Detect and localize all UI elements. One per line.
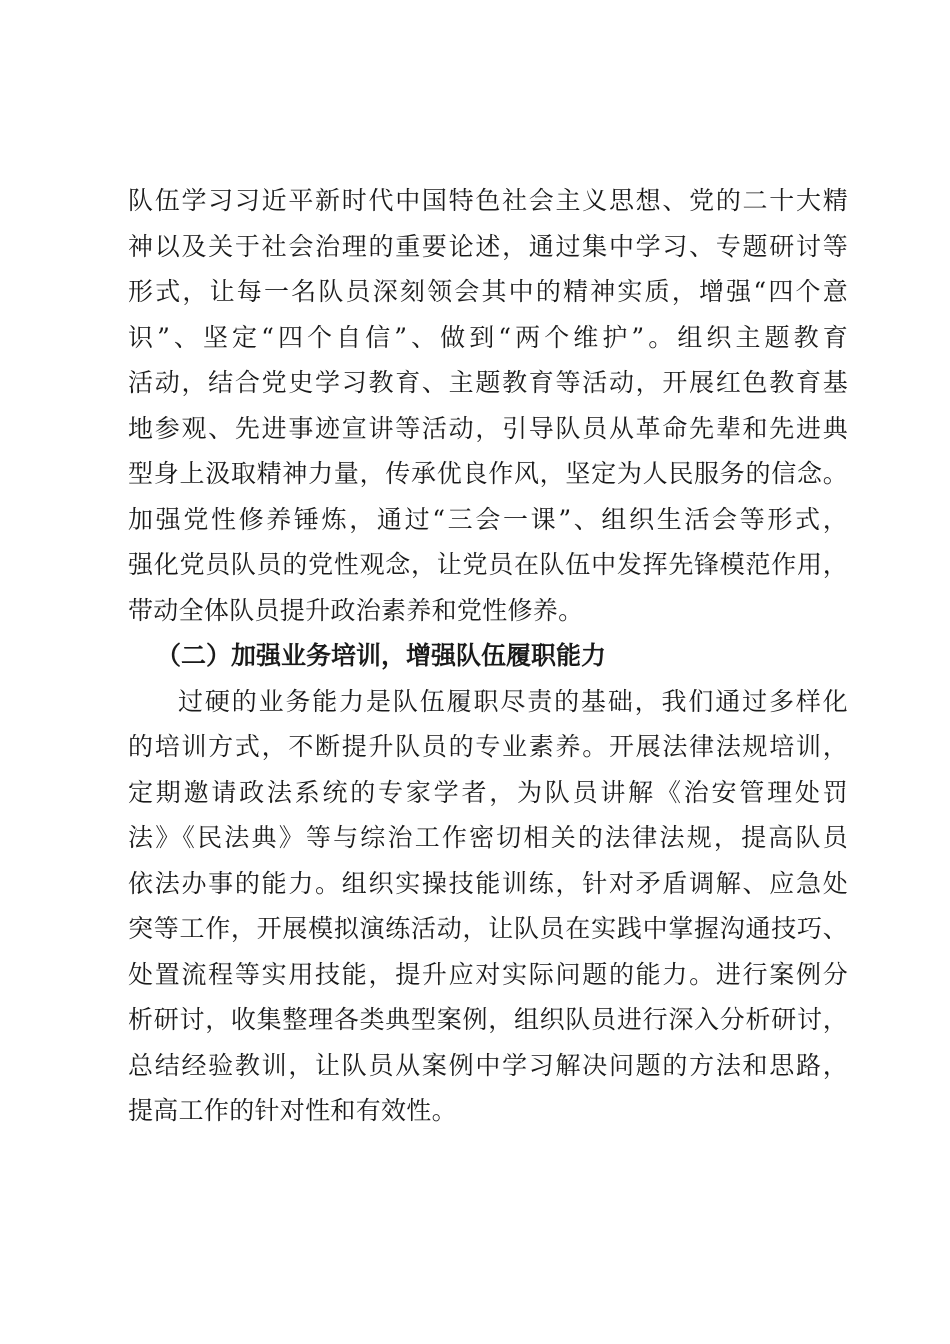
paragraph-line: 处置流程等实用技能，提升应对实际问题的能力。进行案例分 [128, 959, 848, 989]
paragraph-line: 总结经验教训，让队员从案例中学习解决问题的方法和思路， [128, 1050, 848, 1080]
paragraph-line: 神以及关于社会治理的重要论述，通过集中学习、专题研讨等 [128, 231, 848, 261]
paragraph-line: 的培训方式，不断提升队员的专业素养。开展法律法规培训， [128, 732, 848, 761]
paragraph-business-training [128, 679, 848, 1134]
paragraph-line: 队伍学习习近平新时代中国特色社会主义思想、党的二十大精 [128, 186, 848, 215]
paragraph-line: 形式，让每一名队员深刻领会其中的精神实质，增强“四个意 [128, 277, 848, 306]
paragraph-line: 过硬的业务能力是队伍履职尽责的基础，我们通过多样化 [178, 686, 848, 716]
section-heading: （二）加强业务培训，增强队伍履职能力 [156, 641, 607, 670]
paragraph-line: 定期邀请政法系统的专家学者，为队员讲解《治安管理处罚 [128, 777, 848, 807]
paragraph-line: 依法办事的能力。组织实操技能训练，针对矛盾调解、应急处 [128, 868, 848, 898]
paragraph-line: 强化党员队员的党性观念，让党员在队伍中发挥先锋模范作用， [128, 550, 848, 579]
paragraph-political-study [128, 178, 848, 633]
paragraph-line: 带动全体队员提升政治素养和党性修养。 [128, 595, 584, 625]
paragraph-line: 地参观、先进事迹宣讲等活动，引导队员从革命先辈和先进典 [128, 413, 848, 443]
paragraph-line: 型身上汲取精神力量，传承优良作风，坚定为人民服务的信念。 [128, 459, 848, 488]
paragraph-line: 加强党性修养锤炼，通过“三会一课”、组织生活会等形式， [128, 504, 848, 534]
paragraph-line: 析研讨，收集整理各类典型案例，组织队员进行深入分析研讨， [128, 1005, 848, 1034]
paragraph-line: 识”、坚定“四个自信”、做到“两个维护”。组织主题教育 [128, 322, 848, 352]
paragraph-line: 法》《民法典》等与综治工作密切相关的法律法规，提高队员 [128, 823, 848, 852]
document-body [128, 178, 848, 1134]
paragraph-line: 突等工作，开展模拟演练活动，让队员在实践中掌握沟通技巧、 [128, 914, 848, 943]
paragraph-line: 提高工作的针对性和有效性。 [128, 1096, 457, 1125]
paragraph-line: 活动，结合党史学习教育、主题教育等活动，开展红色教育基 [128, 368, 848, 397]
